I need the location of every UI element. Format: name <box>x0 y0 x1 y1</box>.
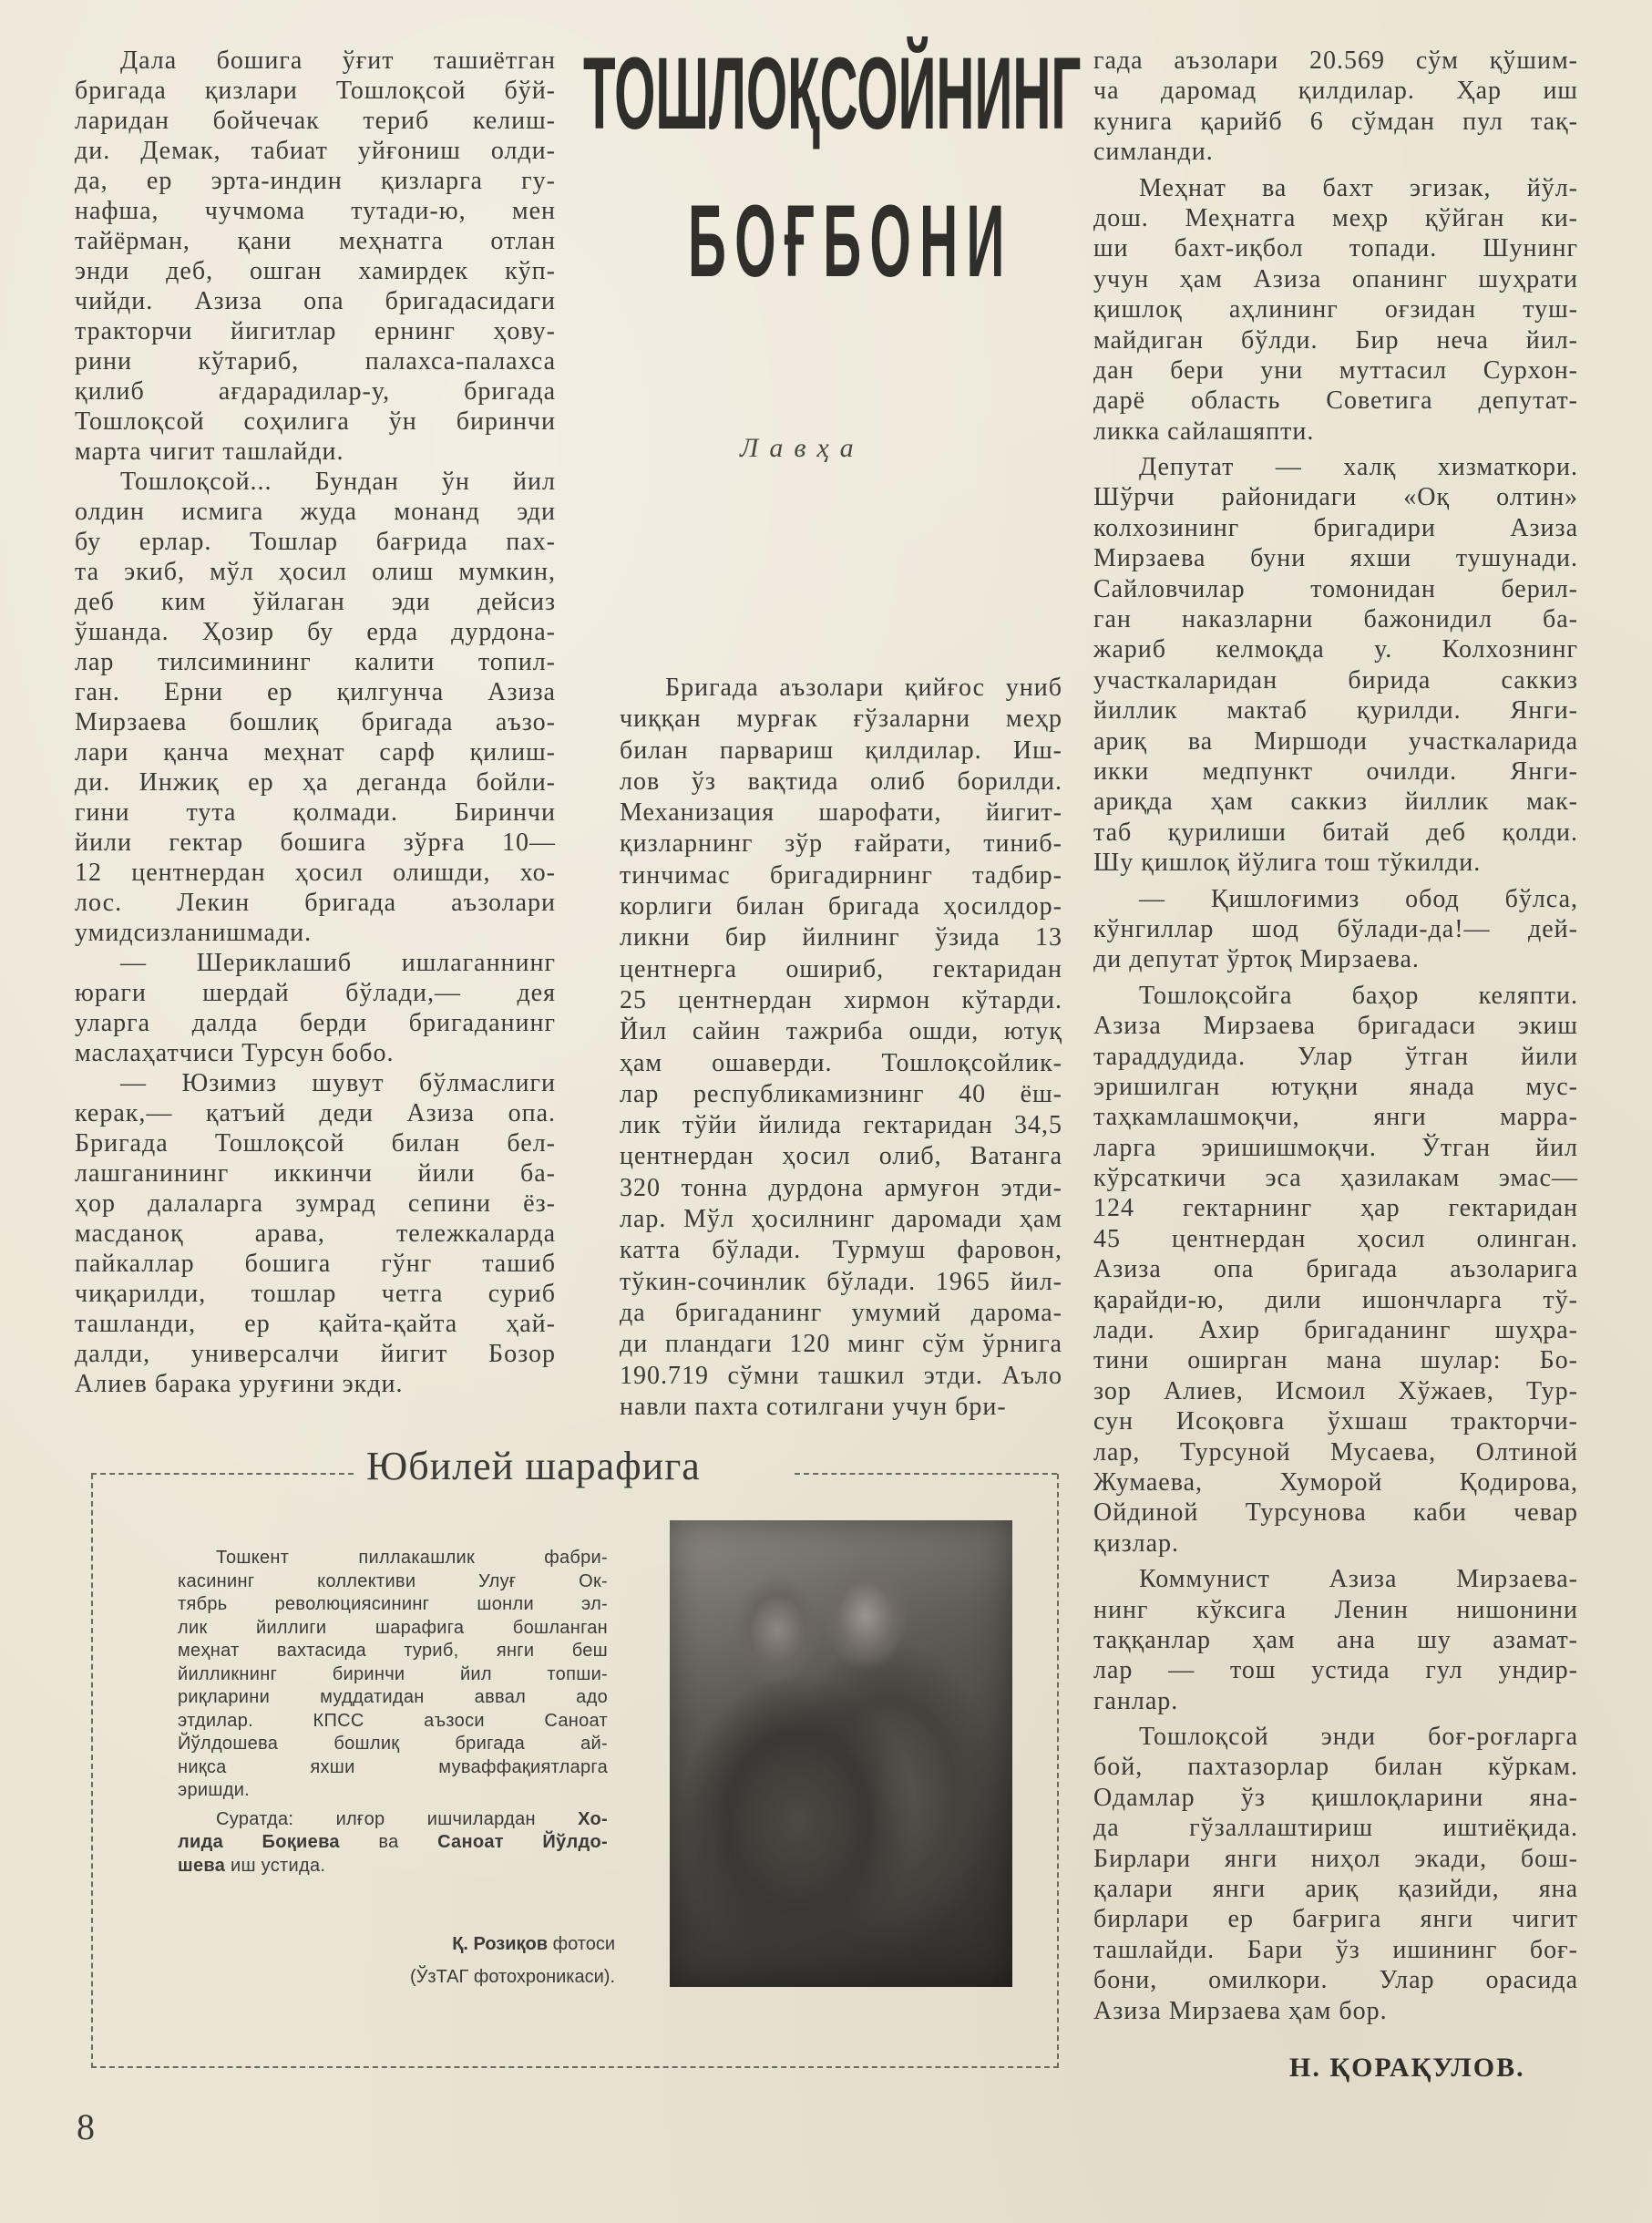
text-line: ган наказларни бажонидил ба- <box>1093 605 1578 634</box>
text-line: маслаҳатчиси Турсун бобо. <box>75 1039 395 1067</box>
text-line: ҳам ошаверди. Тошлоқсойлик- <box>620 1048 1062 1077</box>
photo-agency: (ЎзТАГ фотохроникаси). <box>410 1967 615 1987</box>
text-line: ариқда ҳам саккиз йиллик мак- <box>1093 787 1578 817</box>
paragraph <box>75 948 556 1068</box>
paragraph <box>1093 884 1578 975</box>
article-genre-label: Лавҳа <box>740 433 865 463</box>
text-line: 320 тонна дурдона армуғон этди- <box>620 1173 1062 1202</box>
text-line: центнердан ҳосил олиб, Ватанга <box>620 1142 1062 1171</box>
text-line: юраги шердай бўлади,— дея <box>75 979 556 1007</box>
text-line: лар. Мўл ҳосилнинг даромади ҳам <box>620 1205 1062 1234</box>
text-line: жариб келмоқда у. Колхознинг <box>1093 635 1578 664</box>
text-line: Меҳнат ва бахт эгизак, йўл- <box>1139 173 1578 202</box>
text-line: бригада қизлари Тошлоқсой бўй- <box>75 77 556 105</box>
sidebar-box-title: Юбилей шарафига <box>366 1444 701 1488</box>
text-line: центнерга ошириб, гектаридан <box>620 954 1062 983</box>
text-line: далди, универсалчи йигит Бозор <box>75 1340 556 1368</box>
text-line: йилликнинг биринчи йил топши- <box>178 1663 608 1684</box>
text-line: 12 центнердан ҳосил олишди, хо- <box>75 859 556 887</box>
text-line: лов ўз вақтида олиб борилди. <box>620 767 1062 796</box>
article-title-line-2: БОҒБОНИ <box>688 184 1013 298</box>
text-line: қилиб ағдарадилар-у, бригада <box>75 377 556 406</box>
text-line: бони, омилкори. Улар орасида <box>1093 1966 1578 1995</box>
article-column-left <box>75 46 556 1399</box>
text-line: катта бўлади. Турмуш фаровон, <box>620 1236 1062 1265</box>
text-line: Мирзаева буни яхши тушунади. <box>1093 544 1578 573</box>
caption-name-bold: шева <box>178 1855 226 1876</box>
text-line: ди пландаги 120 минг сўм ўрнига <box>620 1330 1062 1359</box>
text-line: лашганининг иккинчи йили ба- <box>75 1159 556 1188</box>
text-line: лар, Турсуной Мусаева, Олтиной <box>1093 1437 1578 1467</box>
text-line: ликни бир йилнинг ўзида 13 <box>620 923 1062 952</box>
text-line: симланди. <box>1093 138 1214 167</box>
paragraph <box>75 1068 556 1399</box>
caption-text: ва <box>339 1832 438 1852</box>
paragraph <box>1093 452 1578 878</box>
text-line: майдиган бўлди. Бир неча йил- <box>1093 325 1578 355</box>
text-line: чийди. Азиза опа бригадасидаги <box>75 287 556 315</box>
text-line: икки медпункт очилди. Янги- <box>1093 756 1578 786</box>
caption-line <box>178 1808 608 1832</box>
text-line: ниқса яхши муваффақиятларга <box>178 1756 608 1777</box>
text-line: зор Алиев, Исмоил Хўжаев, Тур- <box>1093 1376 1578 1405</box>
caption-line <box>178 1855 608 1878</box>
text-line: дарё область Советига депутат- <box>1093 386 1578 416</box>
text-line: бу ерлар. Тошлар бағрида пах- <box>75 528 556 556</box>
text-line: гини тута қолмади. Биринчи <box>75 798 556 827</box>
caption-name-bold: Саноат Йўлдо- <box>437 1832 609 1852</box>
text-line: лос. Лекин бригада аъзолари <box>75 889 556 917</box>
text-line: касининг коллективи Улуғ Ок- <box>178 1570 608 1591</box>
text-line: — Қишлоғимиз обод бўлса, <box>1139 884 1578 913</box>
text-line: таққанлар ҳам ана шу азамат- <box>1093 1625 1578 1654</box>
caption-name-bold: Хо- <box>578 1808 608 1829</box>
text-line: лар республикамизнинг 40 ёш- <box>620 1079 1062 1108</box>
text-line: лар — тош устида гул ундир- <box>1093 1656 1578 1685</box>
text-line: тини оширган мана шулар: Бо- <box>1093 1346 1578 1375</box>
paragraph <box>178 1547 608 1803</box>
text-line: ташланди, ер қайта-қайта ҳай- <box>75 1310 556 1338</box>
text-line: Тошлоқсойга баҳор келяпти. <box>1139 981 1578 1010</box>
text-line: тябрь революциясининг шонли эл- <box>178 1594 608 1614</box>
text-line: бирлари ер бағрига янги чигит <box>1093 1905 1578 1934</box>
text-line: чиқарилди, тошлар четга суриб <box>75 1280 556 1308</box>
text-line: ларидан бойчечак териб келиш- <box>75 107 556 135</box>
text-line: 25 центнердан хирмон кўтарди. <box>620 985 1062 1014</box>
text-line: Сайловчилар томонидан берил- <box>1093 574 1578 603</box>
text-line: ўшанда. Ҳозир бу ерда дурдона- <box>75 618 556 646</box>
text-line: масданоқ арава, тележкаларда <box>75 1220 556 1248</box>
text-line: умидсизланишмади. <box>75 919 313 947</box>
caption-text: иш устида. <box>225 1855 326 1876</box>
paragraph <box>1093 46 1578 168</box>
text-line: Тошлоқсой энди боғ-роғларга <box>1139 1723 1578 1752</box>
paragraph <box>1093 1722 1578 2026</box>
text-line: колхозининг бригадири Азиза <box>1093 513 1578 542</box>
text-line: тўкин-сочинлик бўлади. 1965 йил- <box>620 1267 1062 1296</box>
paragraph <box>1093 173 1578 448</box>
text-line: Коммунист Азиза Мирзаева- <box>1139 1565 1578 1594</box>
article-column-right <box>1093 46 1578 2032</box>
sidebar-box-text <box>178 1547 608 1878</box>
text-line: Шу қишлоқ йўлига тош тўкилди. <box>1093 849 1482 878</box>
text-line: йили гектар бошига зўрға 10— <box>75 828 556 857</box>
photo-credit <box>314 1928 615 1993</box>
text-line: участкаларидан бирида саккиз <box>1093 665 1578 695</box>
text-line: эришилган ютуқни янада мус- <box>1093 1072 1578 1101</box>
text-line: кўрсаткичи эса ҳазилакам эмас— <box>1093 1164 1578 1193</box>
text-line: нафша, чучмома тутади-ю, мен <box>75 197 556 225</box>
text-line: меҳнат вахтасида туриб, янги беш <box>178 1641 608 1661</box>
text-line: риқларини муддатидан аввал адо <box>178 1687 608 1707</box>
text-line: Йўлдошева бошлиқ бригада ай- <box>178 1734 608 1754</box>
text-line: дан бери уни муттасил Сурхон- <box>1093 355 1578 385</box>
text-line: да гўзаллаштириш иштиёқида. <box>1093 1814 1578 1843</box>
box-top-border-right <box>795 1473 1057 1475</box>
text-line: қизлар. <box>1093 1528 1180 1558</box>
text-line: 190.719 сўмни ташкил этди. Аъло <box>620 1361 1062 1390</box>
text-line: та экиб, мўл ҳосил олиш мумкин, <box>75 558 556 586</box>
caption-name-bold: лида Боқиева <box>178 1832 340 1852</box>
paragraph <box>1093 981 1578 1559</box>
text-line: йиллик мактаб қурилди. Янги- <box>1093 696 1578 726</box>
text-line: ҳор далаларга зумрад сепини ёз- <box>75 1189 556 1218</box>
text-line: Тошкент пиллакашлик фабри- <box>216 1548 608 1568</box>
text-line: 45 центнердан ҳосил олинган. <box>1093 1224 1578 1253</box>
text-line: Шўрчи районидаги «Оқ олтин» <box>1093 483 1578 512</box>
text-line: Тошлоқсой соҳилига ўн биринчи <box>75 407 556 436</box>
text-line: Ойдиной Турсунова каби чевар <box>1093 1498 1578 1528</box>
photographer-name: Қ. Розиқов <box>452 1934 549 1954</box>
photo-two-women-working <box>670 1520 1012 1987</box>
text-line: лари қанча меҳнат сарф қилиш- <box>75 738 556 767</box>
text-line: Азиза опа бригада аъзоларига <box>1093 1255 1578 1284</box>
text-line: Тошлоқсой... Бундан ўн йил <box>120 468 556 496</box>
text-line: лик йиллиги шарафига бошланган <box>178 1617 608 1638</box>
text-line: билан парвариш қилдилар. Иш- <box>620 736 1062 765</box>
text-line: ганлар. <box>1093 1686 1179 1715</box>
text-line: эришди. <box>178 1780 251 1800</box>
text-line: керак,— қатъий деди Азиза опа. <box>75 1099 556 1127</box>
text-line: тайёрман, қани меҳнатга отлан <box>75 227 556 255</box>
article-title-line-1: ТОШЛОҚСОЙНИНГ <box>583 36 1082 150</box>
text-line: Бирлари янги ниҳол экади, бош- <box>1093 1844 1578 1873</box>
text-line: учун ҳам Азиза опанинг шуҳрати <box>1093 264 1578 293</box>
caption-line <box>178 1831 608 1855</box>
text-line: Мирзаева бошлиқ бригада аъзо- <box>75 708 556 736</box>
text-line: Бригада аъзолари қийғос униб <box>665 674 1062 702</box>
text-line: қарайди-ю, дили ишончларга тў- <box>1093 1285 1578 1314</box>
text-line: ча даромад қилдилар. Ҳар иш <box>1093 77 1578 106</box>
text-line: ган. Ерни ер қилгунча Азиза <box>75 678 556 706</box>
text-line: Азиза Мирзаева бригадаси экиш <box>1093 1012 1578 1041</box>
text-line: рини кўтариб, палахса-палахса <box>75 347 556 376</box>
text-line: Одамлар ўз қишлоқларини яна- <box>1093 1783 1578 1812</box>
sidebar-box-body <box>178 1547 608 1803</box>
text-line: ди. Инжиқ ер ҳа деганда бойли- <box>75 768 556 797</box>
text-line: лик тўйи йилида гектаридан 34,5 <box>620 1111 1062 1140</box>
text-line: қишлоқ аҳлининг оғзидан туш- <box>1093 295 1578 324</box>
caption-text: Суратда: илғор ишчилардан <box>216 1808 579 1829</box>
text-line: пайкаллар бошига гўнг ташиб <box>75 1250 556 1278</box>
text-line: тараддудида. Улар ўтган йили <box>1093 1042 1578 1071</box>
text-line: уларга далда берди бригаданинг <box>75 1009 556 1037</box>
text-line: да бригаданинг умумий дарома- <box>620 1298 1062 1327</box>
paragraph <box>1093 1564 1578 1716</box>
text-line: деб ким ўйлаган эди дейсиз <box>75 588 556 616</box>
text-line: ши бахт-иқбол топади. Шунинг <box>1093 234 1578 263</box>
text-line: марта чигит ташлайди. <box>75 437 344 466</box>
text-line: лади. Ахир бригаданинг шуҳра- <box>1093 1316 1578 1345</box>
text-line: сун Исоқовга ўхшаш тракторчи- <box>1093 1407 1578 1436</box>
text-line: навли пахта сотилгани учун бри- <box>620 1392 1007 1421</box>
text-line: тракторчи йигитлар ернинг ҳову- <box>75 317 556 345</box>
box-top-border-left <box>91 1473 354 1475</box>
paragraph <box>75 46 556 467</box>
text-line: нинг кўксига Ленин нишонини <box>1093 1595 1578 1624</box>
text-line: — Шериклашиб ишлаганнинг <box>120 949 556 977</box>
text-line: олдин исмига жуда монанд эди <box>75 498 556 526</box>
text-line: ди. Демак, табиат уйғониш олди- <box>75 137 556 165</box>
text-line: таб қурилиши битай деб қолди. <box>1093 818 1578 847</box>
text-line: гада аъзолари 20.569 сўм қўшим- <box>1093 46 1578 75</box>
text-line: кунига қарийб 6 сўмдан пул тақ- <box>1093 107 1578 136</box>
text-line: Дала бошига ўғит ташиётган <box>120 46 556 75</box>
text-line: корлиги билан бригада ҳосилдор- <box>620 892 1062 921</box>
article-author: Н. ҚОРАҚУЛОВ. <box>1289 2053 1525 2083</box>
text-line: Жумаева, Хуморой Қодирова, <box>1093 1467 1578 1497</box>
text-line: ташлайди. Бари ўз ишининг боғ- <box>1093 1935 1578 1964</box>
text-line: — Юзимиз шувут бўлмаслиги <box>120 1069 556 1097</box>
article-column-middle <box>620 673 1062 1423</box>
text-line: ликка сайлашяпти. <box>1093 417 1315 446</box>
text-line: да, ер эрта-индин қизларга гу- <box>75 167 556 195</box>
paragraph <box>620 673 1062 1423</box>
text-line: 124 гектарнинг ҳар гектаридан <box>1093 1194 1578 1223</box>
text-line: лар тилсимининг калити топил- <box>75 648 556 676</box>
paragraph <box>75 467 556 948</box>
text-line: кўнгиллар шод бўлади-да!— дей- <box>1093 914 1578 943</box>
page-number: 8 <box>77 2106 95 2147</box>
text-line: тинчимас бригадирнинг тадбир- <box>620 860 1062 890</box>
text-line: қалари янги ариқ қазийди, яна <box>1093 1875 1578 1904</box>
text-line: энди деб, ошган хамирдек кўп- <box>75 257 556 285</box>
text-line: Азиза Мирзаева ҳам бор. <box>1093 1996 1388 2025</box>
text-line: ди депутат ўртоқ Мирзаева. <box>1093 945 1420 974</box>
text-line: Депутат — халқ хизматкори. <box>1139 453 1578 482</box>
text-line: ларга эришишмоқчи. Ўтган йил <box>1093 1133 1578 1162</box>
text-line: чиққан мурғак ғўзаларни меҳр <box>620 705 1062 734</box>
text-line: Йил сайин тажриба ошди, ютуқ <box>620 1017 1062 1046</box>
text-line: бой, пахтазорлар билан кўркам. <box>1093 1753 1578 1782</box>
text-line: ариқ ва Миршоди участкаларида <box>1093 726 1578 756</box>
text-line: этдилар. КПСС аъзоси Саноат <box>178 1710 608 1731</box>
photo-caption <box>178 1808 608 1878</box>
text-line: Механизация шарофати, йигит- <box>620 798 1062 828</box>
photo-label: фотоси <box>548 1934 615 1954</box>
text-line: таҳкамлашмоқчи, янги марра- <box>1093 1103 1578 1132</box>
text-line: Бригада Тошлоқсой билан бел- <box>75 1129 556 1158</box>
text-line: дош. Меҳнатга меҳр қўйган ки- <box>1093 203 1578 232</box>
text-line: Алиев барака уруғини экди. <box>75 1370 404 1398</box>
text-line: қизларнинг зўр ғайрати, тиниб- <box>620 829 1062 859</box>
